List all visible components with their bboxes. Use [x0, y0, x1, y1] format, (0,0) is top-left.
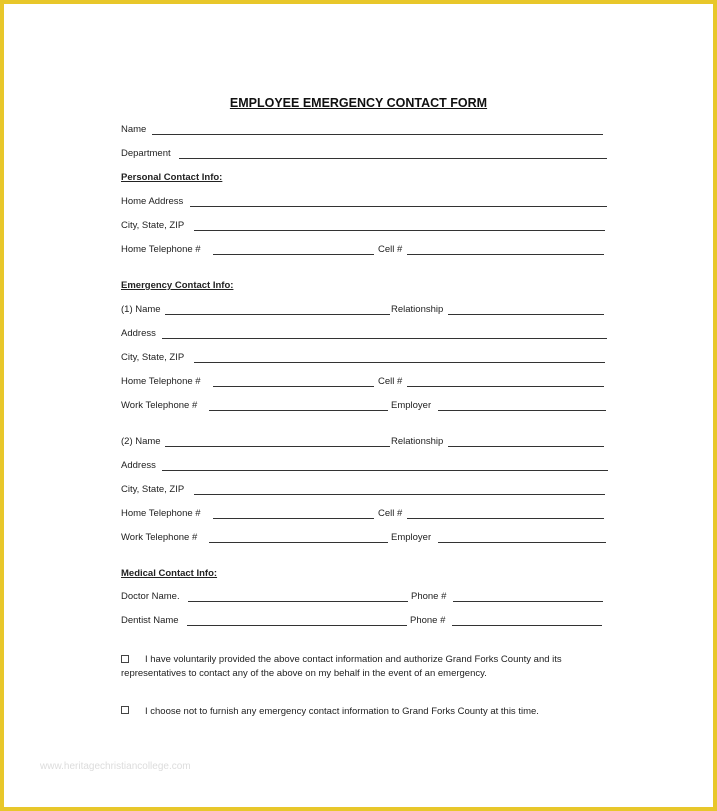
contact1-employer-label: Employer [391, 400, 432, 411]
contact2-home-telephone-field[interactable] [213, 518, 374, 519]
name-label: Name [121, 124, 147, 135]
department-label: Department [121, 148, 171, 159]
cell-field[interactable] [407, 254, 604, 255]
contact1-name-field[interactable] [165, 314, 390, 315]
home-address-field[interactable] [190, 206, 607, 207]
doctor-name-field[interactable] [188, 601, 408, 602]
name-field[interactable] [152, 134, 603, 135]
personal-contact-header: Personal Contact Info: [121, 172, 223, 183]
contact1-home-telephone-field[interactable] [213, 386, 374, 387]
doctor-name-label: Doctor Name. [121, 591, 180, 602]
emergency-contact-header: Emergency Contact Info: [121, 280, 234, 291]
contact1-city-state-zip-label: City, State, ZIP [121, 352, 185, 363]
contact2-address-field[interactable] [162, 470, 608, 471]
cell-label: Cell # [378, 244, 403, 255]
contact2-employer-label: Employer [391, 532, 432, 543]
contact2-cell-field[interactable] [407, 518, 604, 519]
contact1-relationship-label: Relationship [391, 304, 444, 315]
watermark: www.heritagechristiancollege.com [40, 761, 191, 772]
contact2-city-state-zip-label: City, State, ZIP [121, 484, 185, 495]
contact2-name-label: (2) Name [121, 436, 161, 447]
contact1-city-state-zip-field[interactable] [194, 362, 605, 363]
contact2-work-telephone-field[interactable] [209, 542, 388, 543]
contact1-employer-field[interactable] [438, 410, 606, 411]
contact2-work-telephone-label: Work Telephone # [121, 532, 198, 543]
contact2-city-state-zip-field[interactable] [194, 494, 605, 495]
contact1-home-telephone-label: Home Telephone # [121, 376, 201, 387]
contact2-address-label: Address [121, 460, 156, 471]
contact1-work-telephone-label: Work Telephone # [121, 400, 198, 411]
department-field[interactable] [179, 158, 607, 159]
contact1-cell-field[interactable] [407, 386, 604, 387]
contact1-address-label: Address [121, 328, 156, 339]
dentist-phone-field[interactable] [452, 625, 602, 626]
consent-text: I have voluntarily provided the above contact information and authorize Grand Forks County and its representatives to contact any of the above on my behalf in the event of an emergency. [121, 654, 562, 679]
dentist-phone-label: Phone # [410, 615, 446, 626]
contact2-name-field[interactable] [165, 446, 390, 447]
form-title: EMPLOYEE EMERGENCY CONTACT FORM [229, 96, 488, 110]
city-state-zip-field[interactable] [194, 230, 605, 231]
contact1-address-field[interactable] [162, 338, 607, 339]
medical-contact-header: Medical Contact Info: [121, 568, 218, 579]
contact1-name-label: (1) Name [121, 304, 161, 315]
doctor-phone-label: Phone # [411, 591, 447, 602]
home-telephone-label: Home Telephone # [121, 244, 201, 255]
contact2-employer-field[interactable] [438, 542, 606, 543]
dentist-name-field[interactable] [187, 625, 407, 626]
contact2-relationship-label: Relationship [391, 436, 444, 447]
contact2-home-telephone-label: Home Telephone # [121, 508, 201, 519]
home-telephone-field[interactable] [213, 254, 374, 255]
city-state-zip-label: City, State, ZIP [121, 220, 185, 231]
contact2-cell-label: Cell # [378, 508, 403, 519]
home-address-label: Home Address [121, 196, 184, 207]
doctor-phone-field[interactable] [453, 601, 603, 602]
dentist-name-label: Dentist Name [121, 615, 179, 626]
contact1-work-telephone-field[interactable] [209, 410, 388, 411]
contact2-relationship-field[interactable] [448, 446, 604, 447]
decline-text: I choose not to furnish any emergency contact information to Grand Forks County at this time. [145, 706, 539, 717]
contact1-relationship-field[interactable] [448, 314, 604, 315]
contact1-cell-label: Cell # [378, 376, 403, 387]
